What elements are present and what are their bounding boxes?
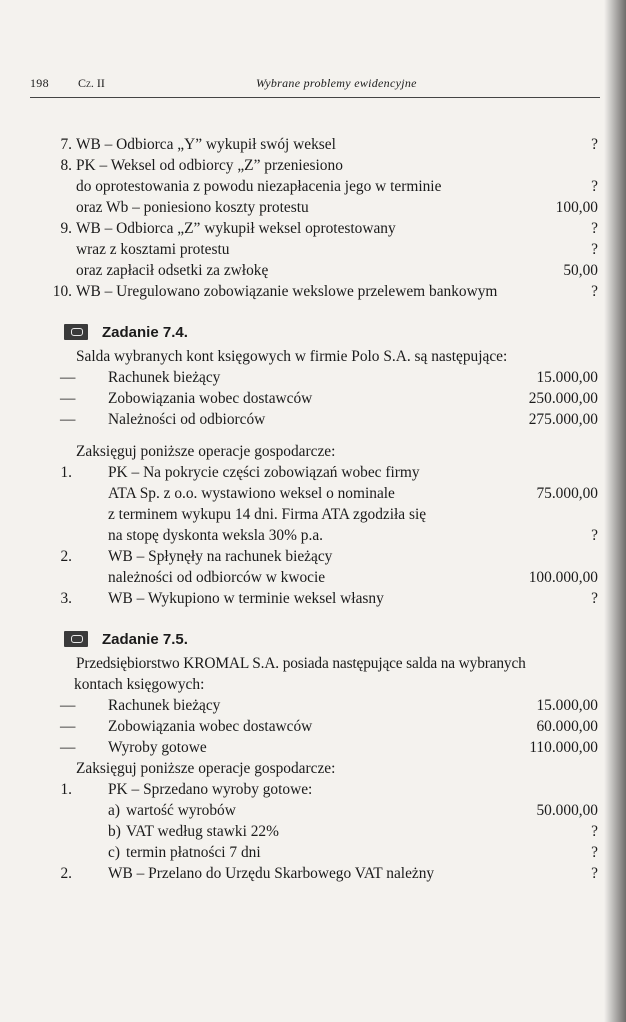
list-item-continuation: oraz Wb – poniesiono koszty protestu 100,00 xyxy=(76,199,598,216)
list-item-continuation: wraz z kosztami protestu ? xyxy=(76,241,598,258)
task-heading xyxy=(76,627,598,653)
task-instruction: Zaksięguj poniższe operacje gospodarcze: xyxy=(76,760,336,777)
task-heading xyxy=(76,320,598,346)
running-header xyxy=(30,76,600,92)
balance-row: — Zobowiązania wobec dostawców 60.000,00 xyxy=(60,718,598,735)
list-item: 10. WB – Uregulowano zobowiązanie wekslowe przelewem bankowym ? xyxy=(52,283,598,300)
operation-continuation: ATA Sp. z o.o. wystawiono weksel o nominale 75.000,00 xyxy=(108,485,598,502)
balance-row: — Rachunek bieżący 15.000,00 xyxy=(60,697,598,714)
task-intro-line: Przedsiębiorstwo KROMAL S.A. posiada następujące salda na wybranych xyxy=(76,655,526,672)
operation-item: 2. WB – Spłynęły na rachunek bieżący xyxy=(60,548,333,565)
operation-continuation: z terminem wykupu 14 dni. Firma ATA zgodziła się xyxy=(108,506,427,523)
operation-subitem: a) wartość wyrobów 50.000,00 xyxy=(108,802,598,819)
balance-row: — Należności od odbiorców 275.000,00 xyxy=(60,411,598,428)
list-item-continuation: do oprotestowania z powodu niezapłacenia jego w terminie ? xyxy=(76,178,598,195)
task-title: Zadanie 7.4. xyxy=(102,324,188,341)
list-item: 7. WB – Odbiorca „Y” wykupił swój weksel ? xyxy=(60,136,598,153)
task-instruction: Zaksięguj poniższe operacje gospodarcze: xyxy=(76,443,336,460)
balance-row: — Rachunek bieżący 15.000,00 xyxy=(60,369,598,386)
header-title: Wybrane problemy ewidencyjne xyxy=(256,76,417,90)
list-item: 8. PK – Weksel od odbiorcy „Z” przeniesiono xyxy=(60,157,343,174)
list-item: 9. WB – Odbiorca „Z” wykupił weksel oprotestowany ? xyxy=(60,220,598,237)
balance-row: — Wyroby gotowe 110.000,00 xyxy=(60,739,598,756)
task-title: Zadanie 7.5. xyxy=(102,631,188,648)
operation-item: 1. PK – Sprzedano wyroby gotowe: xyxy=(60,781,313,798)
chapter-label: Cz. II xyxy=(78,76,105,90)
header-rule xyxy=(30,97,600,98)
operation-item: 3. WB – Wykupiono w terminie weksel własny ? xyxy=(60,590,598,607)
operation-continuation: na stopę dyskonta weksla 30% p.a. ? xyxy=(108,527,598,544)
balance-row: — Zobowiązania wobec dostawców 250.000,00 xyxy=(60,390,598,407)
task-intro: Salda wybranych kont księgowych w firmie Polo S.A. są następujące: xyxy=(76,348,508,365)
operation-subitem: c) termin płatności 7 dni ? xyxy=(108,844,598,861)
task-marker-icon xyxy=(64,631,88,647)
task-marker-icon xyxy=(64,324,88,340)
page-body xyxy=(52,134,598,884)
list-item-continuation: oraz zapłacił odsetki za zwłokę 50,00 xyxy=(76,262,598,279)
operation-item: 2. WB – Przelano do Urzędu Skarbowego VAT należny ? xyxy=(60,865,598,882)
operation-subitem: b) VAT według stawki 22% ? xyxy=(108,823,598,840)
operation-continuation: należności od odbiorców w kwocie 100.000,00 xyxy=(108,569,598,586)
page-edge-shadow xyxy=(604,0,626,1022)
task-intro-line: kontach księgowych: xyxy=(74,676,205,693)
page-number: 198 xyxy=(30,76,49,90)
operation-item: 1. PK – Na pokrycie części zobowiązań wobec firmy xyxy=(60,464,420,481)
